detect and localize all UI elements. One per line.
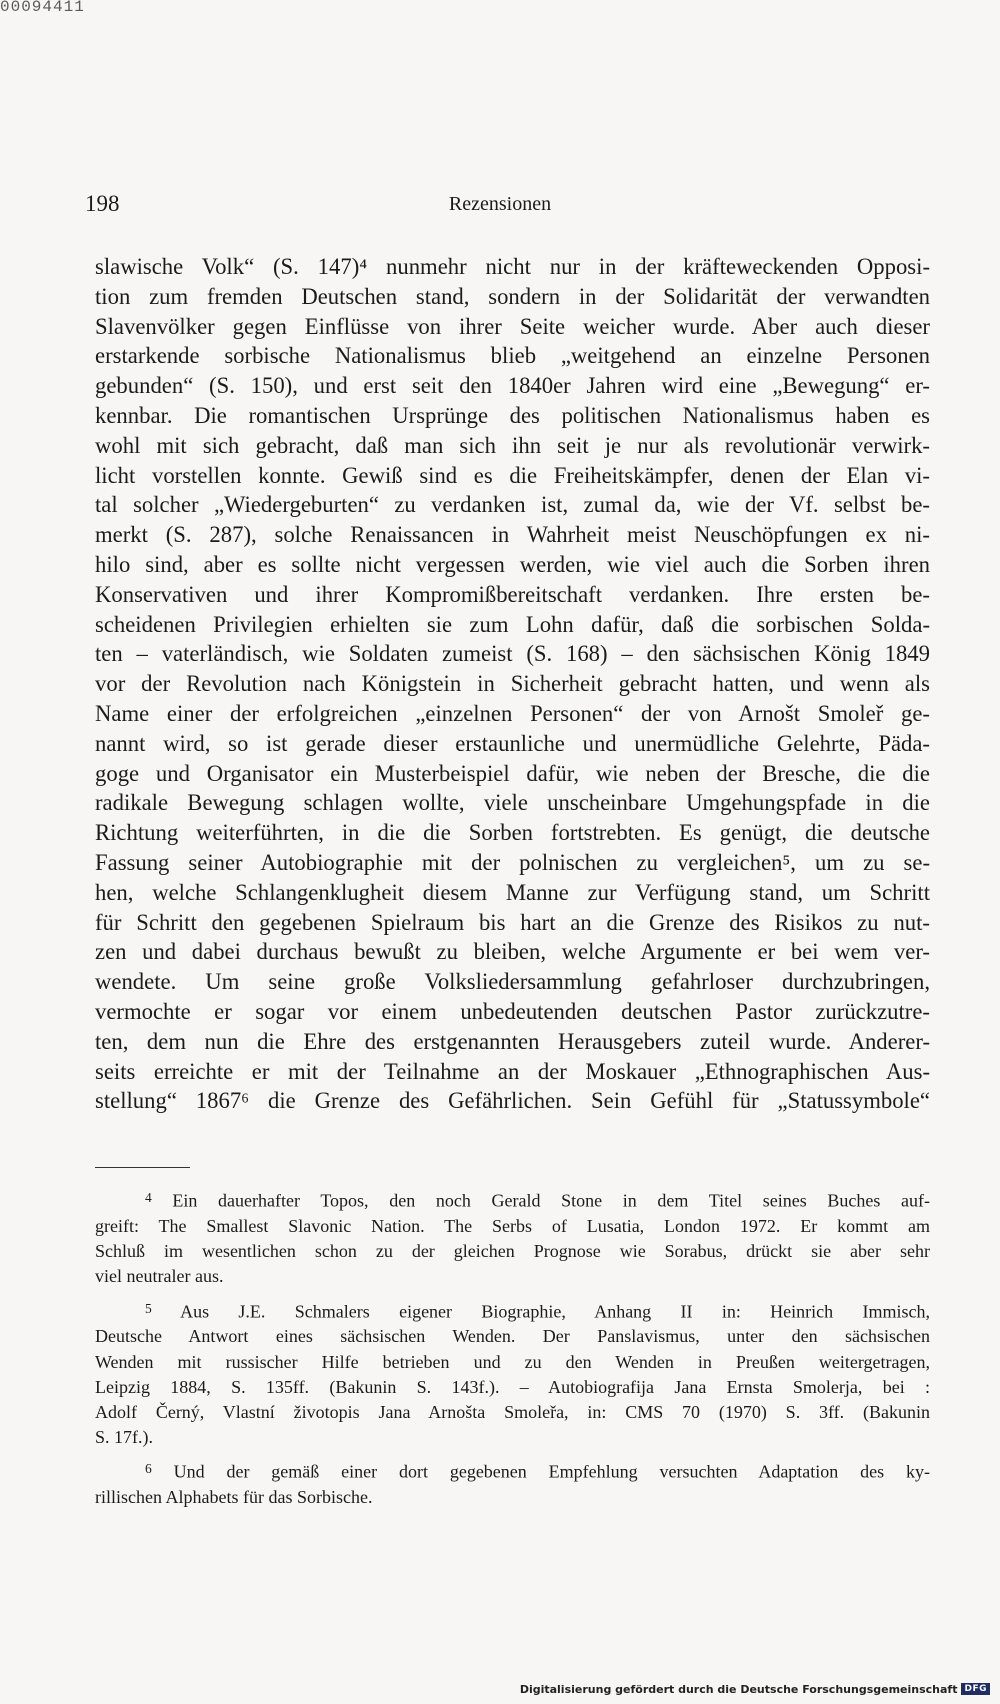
body-line: nannt wird, so ist gerade dieser erstaunliche und unermüdliche Gelehrte, Päda- [95, 730, 930, 756]
body-line: gebunden“ (S. 150), und erst seit den 1840er Jahren wird eine „Bewegung“ er- [95, 373, 930, 399]
footnote-4 [95, 1185, 930, 1290]
body-line: stellung“ 1867⁶ die Grenze des Gefährlichen. Sein Gefühl für „Statussymbole“ [95, 1088, 930, 1114]
body-line: für Schritt den gegebenen Spielraum bis hart an die Grenze des Risikos zu nut- [95, 909, 930, 935]
footnote-first-line [95, 1296, 930, 1325]
body-line: radikale Bewegung schlagen wollte, viele unscheinbare Umgehungspfade in die [95, 790, 930, 816]
footnote-line: Adolf Černý, Vlastní životopis Jana Arnošta Smoleřa, in: CMS 70 (1970) S. 3ff. (Bakunin [95, 1402, 930, 1423]
footnote-line-text: Aus J.E. Schmalers eigener Biographie, Anhang II in: Heinrich Immisch, [180, 1301, 930, 1322]
footnote-first-line [95, 1456, 930, 1485]
footnote-line-text: Ein dauerhafter Topos, den noch Gerald Stone in dem Titel seines Buches auf- [172, 1190, 930, 1211]
body-line: Richtung weiterführten, in die die Sorben fortstrebten. Es genügt, die deutsche [95, 820, 930, 846]
footnote-rule [95, 1167, 190, 1168]
body-line: kennbar. Die romantischen Ursprünge des politischen Nationalismus haben es [95, 402, 930, 428]
footnote-5 [95, 1296, 930, 1451]
body-line: vor der Revolution nach Königstein in Sicherheit gebracht hatten, und wenn als [95, 671, 930, 697]
body-text [95, 252, 930, 1116]
body-line: goge und Organisator ein Musterbeispiel dafür, wie neben der Bresche, die die [95, 760, 930, 786]
footnote-first-line [95, 1185, 930, 1214]
body-line: Konservativen und ihrer Kompromißbereitschaft verdanken. Ihre ersten be- [95, 581, 930, 607]
footnote-line: Schluß im wesentlichen schon zu der gleichen Prognose wie Sorabus, drückt sie aber sehr [95, 1241, 930, 1262]
body-line: wohl mit sich gebracht, daß man sich ihn seit je nur als revolutionär verwirk- [95, 432, 930, 458]
footnote-line: rillischen Alphabets für das Sorbische. [95, 1487, 373, 1508]
body-line: erstarkende sorbische Nationalismus blieb „weitgehend an einzelne Personen [95, 343, 930, 369]
scan-id-label: 00094411 [0, 0, 85, 14]
digitization-notice: Digitalisierung gefördert durch die Deutsche Forschungsgemeinschaft [519, 1682, 958, 1696]
body-line: hen, welche Schlangenklugheit diesem Manne zur Verfügung stand, um Schritt [95, 879, 930, 905]
dfg-logo: DFG [961, 1683, 990, 1695]
footnote-line: S. 17f.). [95, 1427, 153, 1448]
footnote-6 [95, 1456, 930, 1510]
body-line: merkt (S. 287), solche Renaissancen in Wahrheit meist Neuschöpfungen ex ni- [95, 522, 930, 548]
footnote-number: 4 [145, 1190, 152, 1205]
body-line: Fassung seiner Autobiographie mit der polnischen zu vergleichen⁵, um zu se- [95, 849, 930, 875]
body-line: seits erreichte er mit der Teilnahme an der Moskauer „Ethnographischen Aus- [95, 1058, 930, 1084]
footnotes [95, 1185, 930, 1517]
footnote-number: 5 [145, 1300, 152, 1316]
body-line: zen und dabei durchaus bewußt zu bleiben, welche Argumente er bei wem ver- [95, 939, 930, 965]
running-head: Rezensionen [448, 193, 552, 215]
body-line: slawische Volk“ (S. 147)⁴ nunmehr nicht nur in der kräfteweckenden Opposi- [95, 254, 930, 279]
body-line: ten, dem nun die Ehre des erstgenannten Herausgebers zuteil wurde. Anderer- [95, 1028, 930, 1054]
body-line: hilo sind, aber es sollte nicht vergessen werden, wie viel auch die Sorben ihren [95, 551, 930, 577]
body-line: vermochte er sogar vor einem unbedeutenden deutschen Pastor zurückzutre- [95, 998, 930, 1024]
body-line: Name einer der erfolgreichen „einzelnen Personen“ der von Arnošt Smoleř ge- [95, 700, 930, 726]
footnote-line-text: Und der gemäß einer dort gegebenen Empfehlung versuchten Adaptation des ky- [173, 1462, 931, 1483]
body-line: tal solcher „Wiedergeburten“ zu verdanken ist, zumal da, wie der Vf. selbst be- [95, 492, 930, 518]
page-number: 198 [85, 191, 120, 216]
body-line: tion zum fremden Deutschen stand, sondern in der Solidarität der verwandten [95, 283, 930, 309]
footnote-line: Wenden mit russischer Hilfe betrieben und zu den Wenden in Preußen weitergetragen, [95, 1351, 930, 1372]
body-line: ten – vaterländisch, wie Soldaten zumeist (S. 168) – den sächsischen König 1849 [95, 641, 930, 667]
digitization-footer [520, 1682, 990, 1696]
footnote-number: 6 [145, 1461, 152, 1477]
footnote-line: greift: The Smallest Slavonic Nation. The Serbs of Lusatia, London 1972. Er kommt am [95, 1215, 930, 1236]
footnote-line: Deutsche Antwort eines sächsischen Wenden. Der Panslavismus, unter den sächsischen [95, 1326, 930, 1347]
footnote-line: Leipzig 1884, S. 135ff. (Bakunin S. 143f.). – Autobiografija Jana Ernsta Smolerja, bei : [95, 1376, 930, 1397]
body-line: scheidenen Privilegien erhielten sie zum Lohn dafür, daß die sorbischen Solda- [95, 611, 930, 637]
body-line: wendete. Um seine große Volksliedersammlung gefahrloser durchzubringen, [95, 969, 930, 995]
body-line: licht vorstellen konnte. Gewiß sind es die Freiheitskämpfer, denen der Elan vi- [95, 462, 930, 488]
footnote-line: viel neutraler aus. [95, 1266, 224, 1287]
body-line: Slavenvölker gegen Einflüsse von ihrer Seite weicher wurde. Aber auch dieser [95, 313, 930, 339]
